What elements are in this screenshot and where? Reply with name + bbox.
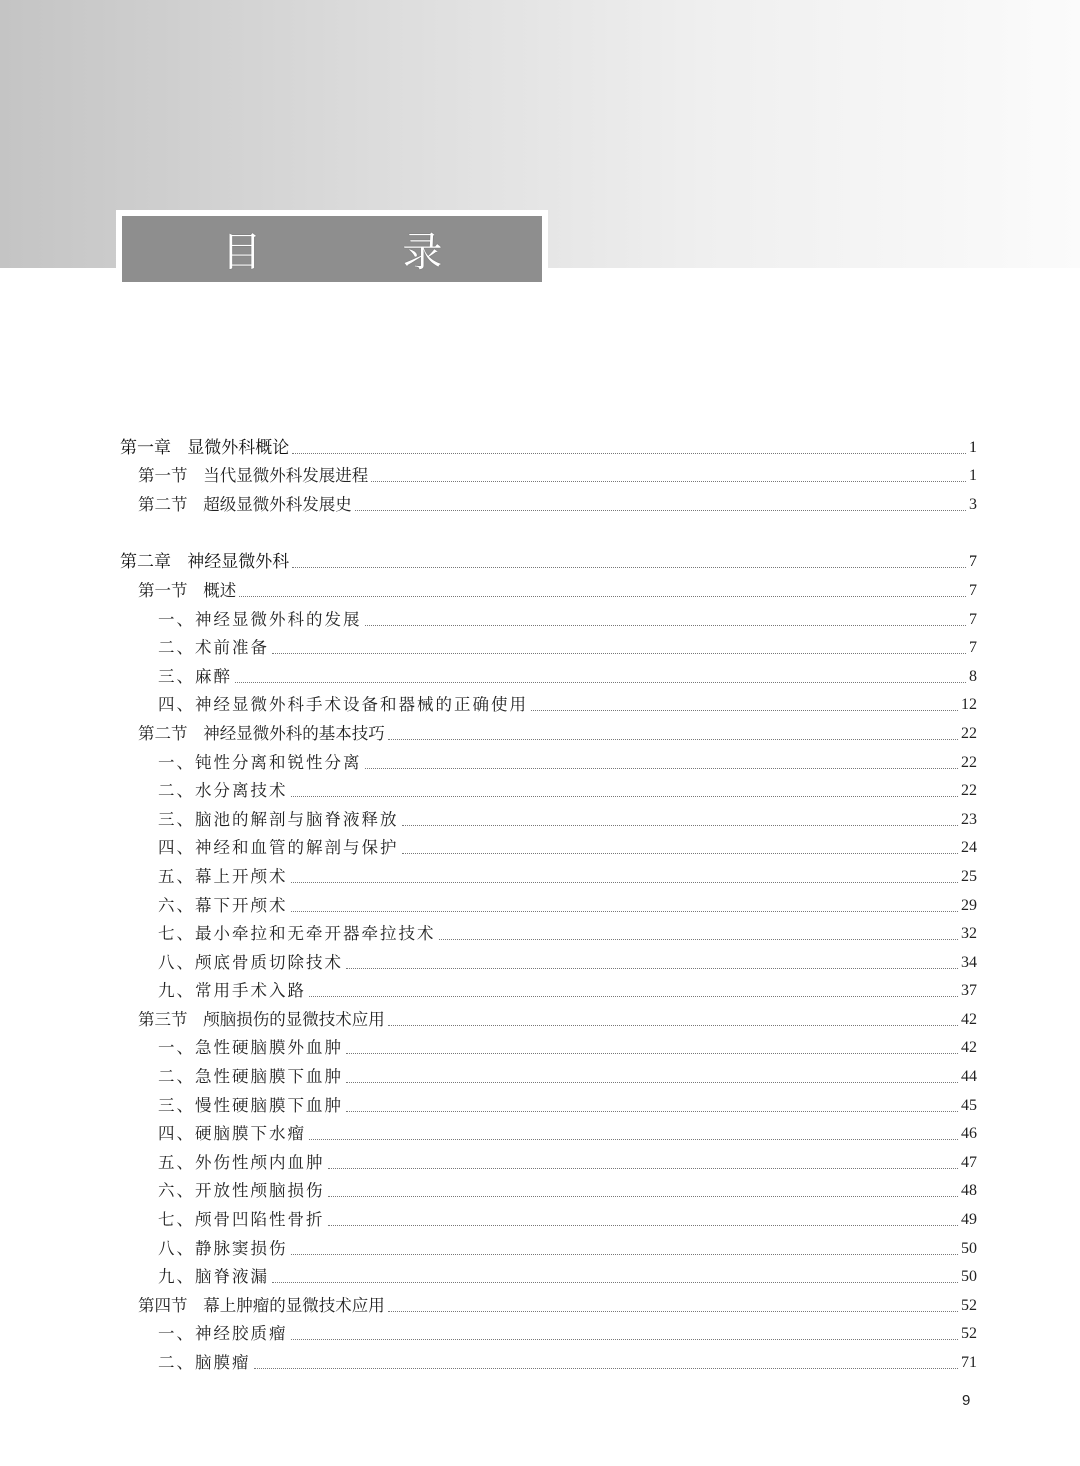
toc-entry-title: 六、幕下开颅术: [158, 895, 288, 915]
dot-leader: [272, 1281, 958, 1283]
toc-entry-item[interactable]: [120, 605, 977, 634]
dot-leader: [235, 681, 966, 683]
toc-entry-item[interactable]: [120, 1263, 977, 1292]
toc-entry-page: 44: [961, 1068, 977, 1086]
toc-entry-title: 四、硬脑膜下水瘤: [158, 1124, 306, 1144]
toc-entry-title: 三、麻醉: [158, 666, 232, 686]
dot-leader: [346, 1081, 958, 1083]
dot-leader: [328, 1167, 959, 1169]
toc-entry-title: 二、急性硬脑膜下血肿: [158, 1067, 343, 1087]
dot-leader: [371, 480, 966, 482]
toc-entry-item[interactable]: [120, 1234, 977, 1263]
dot-leader: [291, 1338, 959, 1340]
dot-leader: [365, 767, 959, 769]
toc-entry-section[interactable]: [120, 1005, 977, 1034]
toc-entry-item[interactable]: [120, 662, 977, 691]
toc-entry-item[interactable]: [120, 748, 977, 777]
toc-entry-section[interactable]: [120, 490, 977, 519]
page-title: 目 录: [221, 229, 507, 276]
dot-leader: [355, 509, 966, 511]
toc-entry-item[interactable]: [120, 1034, 977, 1063]
toc-entry-item[interactable]: [120, 1177, 977, 1206]
toc-entry-item[interactable]: [120, 805, 977, 834]
toc-entry-title: 八、静脉窦损伤: [158, 1238, 288, 1258]
toc-entry-page: 52: [961, 1325, 977, 1343]
dot-leader: [328, 1224, 959, 1226]
toc-entry-section[interactable]: [120, 719, 977, 748]
toc-entry-title: 五、外伤性颅内血肿: [158, 1152, 325, 1172]
dot-leader: [402, 824, 959, 826]
toc-entry-section[interactable]: [120, 462, 977, 491]
toc-entry-title: 一、钝性分离和锐性分离: [158, 752, 362, 772]
toc-entry-page: 52: [961, 1296, 977, 1314]
toc-entry-item[interactable]: [120, 1348, 977, 1377]
dot-leader: [388, 1024, 958, 1026]
toc-entry-page: 22: [961, 782, 977, 800]
toc-entry-title: 一、急性硬脑膜外血肿: [158, 1038, 343, 1058]
table-of-contents: [120, 433, 977, 1377]
dot-leader: [531, 709, 958, 711]
dot-leader: [291, 910, 959, 912]
toc-entry-title: 二、术前准备: [158, 638, 269, 658]
toc-entry-page: 1: [969, 467, 977, 485]
dot-leader: [291, 1253, 959, 1255]
toc-entry-page: 7: [969, 553, 977, 571]
toc-entry-page: 45: [961, 1096, 977, 1114]
toc-entry-page: 22: [961, 753, 977, 771]
dot-leader: [388, 738, 958, 740]
toc-entry-title: 第一章 显微外科概论: [120, 437, 290, 458]
toc-entry-item[interactable]: [120, 1120, 977, 1149]
toc-entry-page: 7: [969, 581, 977, 599]
toc-entry-section[interactable]: [120, 1291, 977, 1320]
toc-entry-page: 3: [969, 495, 977, 513]
toc-entry-item[interactable]: [120, 1062, 977, 1091]
toc-entry-item[interactable]: [120, 834, 977, 863]
toc-entry-page: 25: [961, 867, 977, 885]
toc-entry-title: 四、神经显微外科手术设备和器械的正确使用: [158, 695, 528, 715]
toc-entry-title: 三、脑池的解剖与脑脊液释放: [158, 809, 399, 829]
toc-entry-item[interactable]: [120, 1205, 977, 1234]
toc-entry-title: 第二节 超级显微外科发展史: [138, 494, 352, 514]
toc-entry-page: 7: [969, 610, 977, 628]
toc-entry-title: 五、幕上开颅术: [158, 866, 288, 886]
toc-entry-item[interactable]: [120, 920, 977, 949]
toc-entry-page: 46: [961, 1125, 977, 1143]
toc-entry-item[interactable]: [120, 691, 977, 720]
toc-entry-title: 第三节 颅脑损伤的显微技术应用: [138, 1009, 385, 1029]
toc-entry-title: 二、水分离技术: [158, 781, 288, 801]
dot-leader: [346, 967, 958, 969]
toc-entry-chapter[interactable]: [120, 433, 977, 462]
toc-entry-title: 第一节 概述: [138, 580, 237, 600]
toc-entry-title: 二、脑膜瘤: [158, 1353, 251, 1372]
toc-entry-item[interactable]: [120, 634, 977, 663]
toc-entry-page: 50: [961, 1239, 977, 1257]
dot-leader: [346, 1110, 958, 1112]
toc-entry-item[interactable]: [120, 777, 977, 806]
toc-entry-item[interactable]: [120, 1320, 977, 1349]
dot-leader: [328, 1195, 959, 1197]
toc-entry-page: 37: [961, 982, 977, 1000]
toc-entry-page: 24: [961, 839, 977, 857]
toc-entry-title: 三、慢性硬脑膜下血肿: [158, 1095, 343, 1115]
toc-entry-title: 第四节 幕上肿瘤的显微技术应用: [138, 1295, 385, 1315]
title-panel: [122, 216, 542, 282]
toc-entry-item[interactable]: [120, 948, 977, 977]
toc-entry-title: 八、颅底骨质切除技术: [158, 952, 343, 972]
dot-leader: [239, 595, 966, 597]
toc-entry-page: 42: [961, 1010, 977, 1028]
dot-leader: [272, 652, 966, 654]
dot-leader: [291, 795, 959, 797]
toc-entry-title: 七、最小牵拉和无牵开器牵拉技术: [158, 924, 436, 944]
toc-entry-title: 九、脑脊液漏: [158, 1267, 269, 1287]
toc-entry-page: 22: [961, 724, 977, 742]
toc-entry-chapter[interactable]: [120, 548, 977, 577]
toc-entry-page: 49: [961, 1211, 977, 1229]
toc-entry-item[interactable]: [120, 977, 977, 1006]
dot-leader: [365, 624, 967, 626]
toc-entry-page: 48: [961, 1182, 977, 1200]
toc-entry-title: 七、颅骨凹陷性骨折: [158, 1210, 325, 1230]
toc-entry-page: 42: [961, 1039, 977, 1057]
dot-leader: [292, 566, 966, 568]
dot-leader: [388, 1310, 958, 1312]
toc-entry-title: 第二章 神经显微外科: [120, 552, 290, 573]
toc-entry-page: 23: [961, 810, 977, 828]
toc-entry-title: 一、神经显微外科的发展: [158, 609, 362, 629]
toc-entry-page: 8: [969, 667, 977, 685]
dot-leader: [439, 938, 959, 940]
toc-entry-item[interactable]: [120, 1148, 977, 1177]
toc-entry-item[interactable]: [120, 891, 977, 920]
toc-entry-page: 1: [969, 438, 977, 456]
toc-entry-title: 第二节 神经显微外科的基本技巧: [138, 723, 385, 743]
toc-entry-item[interactable]: [120, 1091, 977, 1120]
dot-leader: [291, 881, 959, 883]
toc-entry-title: 九、常用手术入路: [158, 981, 306, 1001]
toc-entry-page: 32: [961, 925, 977, 943]
dot-leader: [402, 852, 959, 854]
toc-entry-title: 第一节 当代显微外科发展进程: [138, 466, 369, 486]
toc-entry-title: 一、神经胶质瘤: [158, 1324, 288, 1344]
toc-entry-page: 29: [961, 896, 977, 914]
toc-entry-item[interactable]: [120, 862, 977, 891]
toc-entry-title: 六、开放性颅脑损伤: [158, 1181, 325, 1201]
toc-entry-title: 四、神经和血管的解剖与保护: [158, 838, 399, 858]
toc-entry-page: 50: [961, 1268, 977, 1286]
page-number: 9: [962, 1392, 971, 1409]
dot-leader: [346, 1052, 958, 1054]
title-box: [116, 210, 548, 282]
dot-leader: [309, 995, 958, 997]
toc-entry-page: 34: [961, 953, 977, 971]
dot-leader: [309, 1138, 958, 1140]
toc-entry-section[interactable]: [120, 576, 977, 605]
toc-entry-page: 71: [961, 1354, 977, 1371]
dot-leader: [292, 452, 966, 454]
toc-entry-page: 47: [961, 1153, 977, 1171]
toc-entry-page: 12: [961, 696, 977, 714]
dot-leader: [254, 1367, 959, 1369]
toc-entry-page: 7: [969, 639, 977, 657]
